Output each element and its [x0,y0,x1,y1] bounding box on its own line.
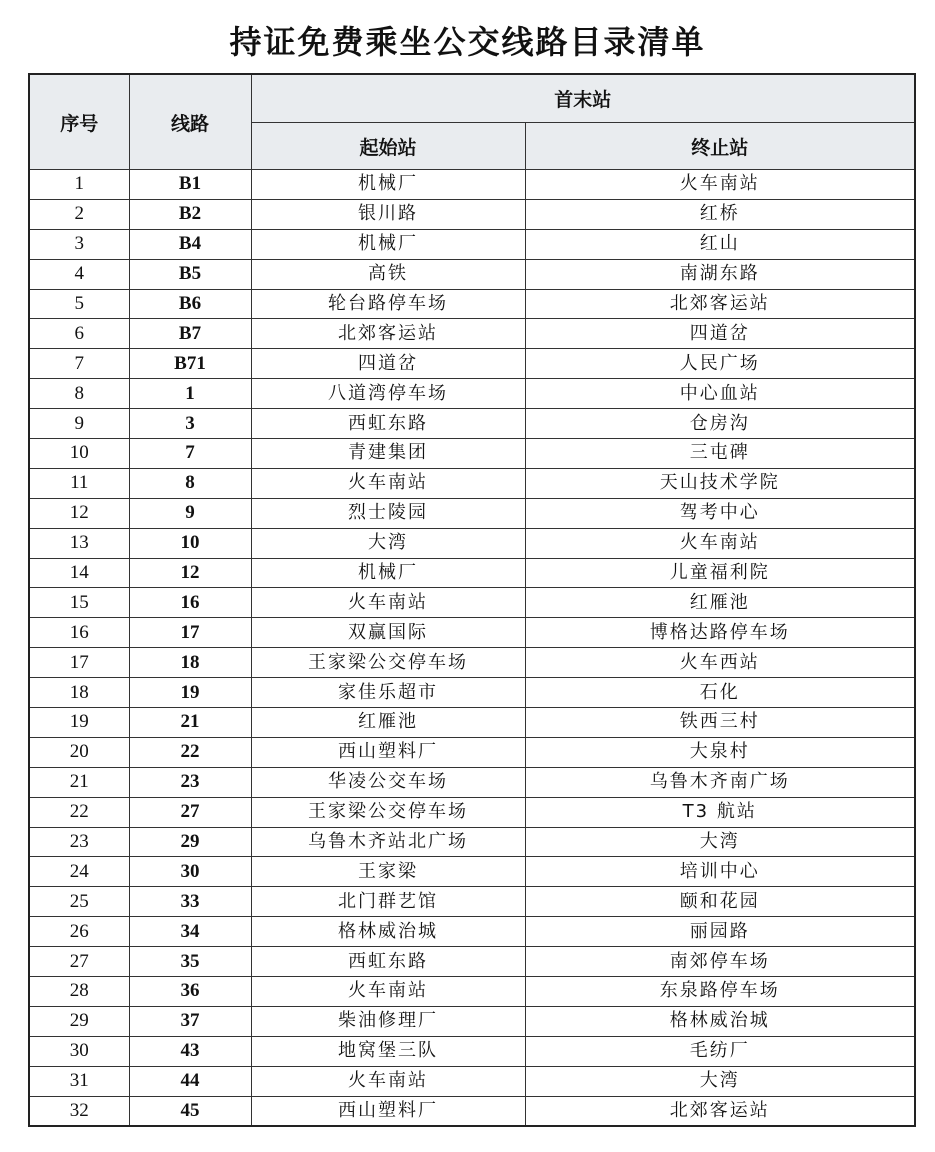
table-row [29,618,915,648]
header-route: 线路 [129,74,251,170]
end-station: 驾考中心 [525,498,915,528]
end-station: 天山技术学院 [525,468,915,498]
row-number: 21 [29,767,129,797]
route-name: 27 [129,797,251,827]
route-name: 8 [129,468,251,498]
start-station: 火车南站 [251,977,525,1007]
start-station: 火车南站 [251,588,525,618]
route-name: 12 [129,558,251,588]
start-station: 西山塑料厂 [251,737,525,767]
start-station: 四道岔 [251,349,525,379]
table-row [29,468,915,498]
end-station: 东泉路停车场 [525,977,915,1007]
start-station: 双赢国际 [251,618,525,648]
route-name: 1 [129,379,251,409]
route-name: 37 [129,1006,251,1036]
route-name: B1 [129,170,251,200]
table-row [29,588,915,618]
start-station: 地窝堡三队 [251,1036,525,1066]
end-station: 火车南站 [525,528,915,558]
header-terminals: 首末站 [251,74,915,123]
route-name: 19 [129,678,251,708]
table-row [29,827,915,857]
table-row [29,229,915,259]
start-station: 机械厂 [251,229,525,259]
start-station: 西虹东路 [251,947,525,977]
end-station: 火车南站 [525,170,915,200]
row-number: 12 [29,498,129,528]
end-station: 三屯碑 [525,439,915,469]
table-row [29,1066,915,1096]
end-station: 红雁池 [525,588,915,618]
start-station: 青建集团 [251,439,525,469]
row-number: 5 [29,289,129,319]
route-name: 44 [129,1066,251,1096]
end-station: 四道岔 [525,319,915,349]
route-name: 43 [129,1036,251,1066]
row-number: 9 [29,409,129,439]
table-row [29,1006,915,1036]
table-row [29,528,915,558]
row-number: 30 [29,1036,129,1066]
row-number: 18 [29,678,129,708]
route-name: B7 [129,319,251,349]
route-name: B4 [129,229,251,259]
end-station: 乌鲁木齐南广场 [525,767,915,797]
end-station: 南湖东路 [525,259,915,289]
end-station: 人民广场 [525,349,915,379]
end-station: 中心血站 [525,379,915,409]
table-row [29,439,915,469]
table-row [29,379,915,409]
route-name: 17 [129,618,251,648]
start-station: 乌鲁木齐站北广场 [251,827,525,857]
row-number: 24 [29,857,129,887]
table-row [29,797,915,827]
start-station: 火车南站 [251,468,525,498]
table-row [29,887,915,917]
row-number: 16 [29,618,129,648]
end-station: 红山 [525,229,915,259]
table-row [29,498,915,528]
end-station: 大泉村 [525,737,915,767]
table-row [29,170,915,200]
route-name: B2 [129,199,251,229]
end-station: 仓房沟 [525,409,915,439]
route-name: 9 [129,498,251,528]
table-row [29,648,915,678]
start-station: 王家梁公交停车场 [251,648,525,678]
row-number: 13 [29,528,129,558]
table-row [29,678,915,708]
end-station: 儿童福利院 [525,558,915,588]
row-number: 6 [29,319,129,349]
table-row [29,558,915,588]
row-number: 19 [29,708,129,738]
table-row [29,767,915,797]
start-station: 机械厂 [251,558,525,588]
route-name: 21 [129,708,251,738]
table-row [29,708,915,738]
start-station: 轮台路停车场 [251,289,525,319]
end-station: 格林威治城 [525,1006,915,1036]
table-row [29,1036,915,1066]
route-name: 22 [129,737,251,767]
start-station: 华凌公交车场 [251,767,525,797]
table-row [29,259,915,289]
table-row [29,319,915,349]
route-name: B71 [129,349,251,379]
end-station: 培训中心 [525,857,915,887]
table-row [29,409,915,439]
row-number: 17 [29,648,129,678]
start-station: 北郊客运站 [251,319,525,349]
table-row [29,199,915,229]
start-station: 红雁池 [251,708,525,738]
start-station: 西山塑料厂 [251,1096,525,1126]
end-station: 铁西三村 [525,708,915,738]
row-number: 20 [29,737,129,767]
route-name: 35 [129,947,251,977]
route-name: 33 [129,887,251,917]
header-end: 终止站 [525,123,915,170]
row-number: 15 [29,588,129,618]
start-station: 家佳乐超市 [251,678,525,708]
end-station: 大湾 [525,1066,915,1096]
start-station: 八道湾停车场 [251,379,525,409]
row-number: 11 [29,468,129,498]
end-station: T3 航站 [525,797,915,827]
row-number: 28 [29,977,129,1007]
route-name: 36 [129,977,251,1007]
start-station: 西虹东路 [251,409,525,439]
route-table [28,73,916,1127]
row-number: 31 [29,1066,129,1096]
start-station: 烈士陵园 [251,498,525,528]
row-number: 8 [29,379,129,409]
end-station: 颐和花园 [525,887,915,917]
table-row [29,1096,915,1126]
end-station: 丽园路 [525,917,915,947]
route-name: 18 [129,648,251,678]
end-station: 博格达路停车场 [525,618,915,648]
row-number: 3 [29,229,129,259]
route-name: 10 [129,528,251,558]
start-station: 银川路 [251,199,525,229]
row-number: 22 [29,797,129,827]
table-row [29,857,915,887]
row-number: 23 [29,827,129,857]
header-row [29,74,915,123]
route-name: B5 [129,259,251,289]
end-station: 北郊客运站 [525,1096,915,1126]
end-station: 火车西站 [525,648,915,678]
start-station: 北门群艺馆 [251,887,525,917]
end-station: 红桥 [525,199,915,229]
route-name: 30 [129,857,251,887]
row-number: 26 [29,917,129,947]
row-number: 27 [29,947,129,977]
route-name: 16 [129,588,251,618]
route-name: 29 [129,827,251,857]
start-station: 高铁 [251,259,525,289]
route-name: 7 [129,439,251,469]
start-station: 王家梁 [251,857,525,887]
start-station: 格林威治城 [251,917,525,947]
row-number: 10 [29,439,129,469]
end-station: 石化 [525,678,915,708]
row-number: 14 [29,558,129,588]
start-station: 柴油修理厂 [251,1006,525,1036]
row-number: 32 [29,1096,129,1126]
route-name: B6 [129,289,251,319]
row-number: 7 [29,349,129,379]
row-number: 25 [29,887,129,917]
start-station: 大湾 [251,528,525,558]
start-station: 火车南站 [251,1066,525,1096]
table-row [29,349,915,379]
page-title: 持证免费乘坐公交线路目录清单 [229,23,706,61]
end-station: 北郊客运站 [525,289,915,319]
end-station: 大湾 [525,827,915,857]
row-number: 4 [29,259,129,289]
row-number: 29 [29,1006,129,1036]
start-station: 王家梁公交停车场 [251,797,525,827]
route-name: 23 [129,767,251,797]
end-station: 南郊停车场 [525,947,915,977]
row-number: 2 [29,199,129,229]
table-row [29,737,915,767]
route-name: 34 [129,917,251,947]
route-name: 45 [129,1096,251,1126]
header-no: 序号 [29,74,129,170]
row-number: 1 [29,170,129,200]
start-station: 机械厂 [251,170,525,200]
table-body [29,170,915,1127]
table-row [29,289,915,319]
table-row [29,947,915,977]
end-station: 毛纺厂 [525,1036,915,1066]
route-name: 3 [129,409,251,439]
table-row [29,977,915,1007]
table-row [29,917,915,947]
header-start: 起始站 [251,123,525,170]
